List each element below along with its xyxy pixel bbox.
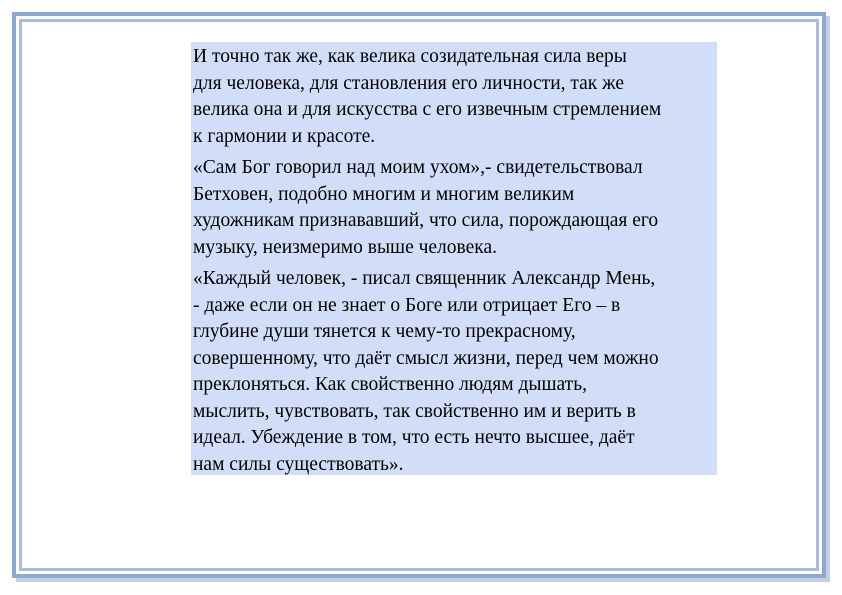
text-line: художникам признававший, что сила, порождающая его — [193, 210, 659, 231]
text-line: «Каждый человек, - писал священник Александр Мень, — [193, 268, 656, 289]
text-line: к гармонии и красоте. — [193, 125, 376, 147]
quote-text-box — [191, 42, 717, 475]
text-line: преклоняться. Как свойственно людям дышать, — [193, 374, 587, 395]
text-line: идеал. Убеждение в том, что есть нечто высшее, даёт — [193, 427, 635, 448]
text-line: «Сам Бог говорил над моим ухом»,- свидетельствовал — [193, 157, 643, 178]
paragraph-men-quote — [193, 266, 715, 478]
text-line: Бетховен, подобно многим и многим великим — [193, 183, 575, 205]
text-line: И точно так же, как велика созидательная сила веры — [193, 46, 627, 67]
paragraph-beethoven-quote — [193, 155, 715, 261]
frame-shadow-right — [826, 16, 830, 582]
text-line: мыслить, чувствовать, так свойственно им и верить в — [193, 400, 636, 422]
text-line: нам силы существовать». — [193, 453, 404, 475]
text-line: музыку, неизмеримо выше человека. — [193, 236, 497, 258]
frame-shadow-bottom — [16, 578, 830, 582]
text-line: глубине души тянется к чему-то прекрасному, — [193, 321, 576, 342]
paragraph-faith-and-art — [193, 42, 715, 150]
text-line: совершенному, что даёт смысл жизни, перед чем можно — [193, 347, 659, 369]
text-line: для человека, для становления его личности, так же — [193, 72, 625, 94]
text-line: велика она и для искусства с его извечным стремлением — [193, 99, 662, 120]
text-line: - даже если он не знает о Боге или отрицает Его – в — [193, 294, 621, 316]
